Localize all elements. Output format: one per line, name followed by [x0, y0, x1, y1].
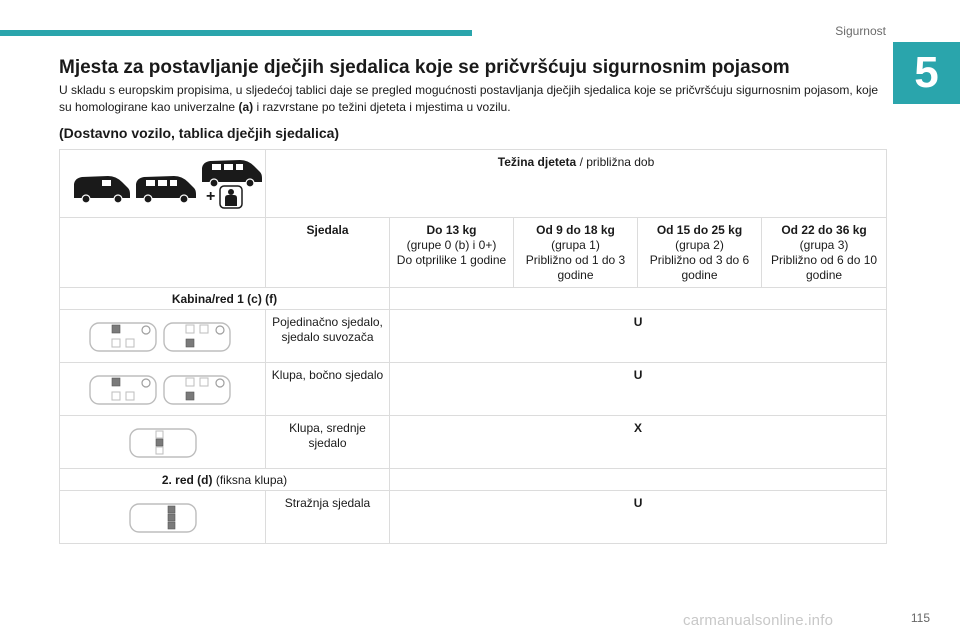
value-cell — [390, 363, 887, 416]
seat-value: U — [633, 368, 643, 382]
weight-header-cell — [266, 150, 887, 218]
van-icon — [136, 176, 196, 203]
group-line2: Približno od 1 do 3 godine — [525, 253, 626, 282]
seat-value: U — [633, 315, 643, 329]
seat-icon-cell — [60, 310, 266, 363]
group-label: Do 13 kg — [426, 223, 477, 237]
vehicle-icons — [64, 158, 264, 213]
seats-label: Sjedala — [306, 223, 349, 237]
table-header-row — [60, 150, 887, 218]
table-row — [60, 310, 887, 363]
seat-value: U — [633, 496, 643, 510]
svg-text:+: + — [206, 188, 216, 205]
group-cell — [390, 218, 514, 288]
group-cell — [638, 218, 762, 288]
header-accent-bar — [0, 30, 472, 36]
seat-name: Klupa, srednje sjedalo — [289, 421, 366, 450]
table-row — [60, 363, 887, 416]
seat-name: Pojedinačno sjedalo, sjedalo suvozača — [272, 315, 383, 344]
intro-text-1: U skladu s europskim propisima, u sljedećoj tablici daje se pregled mogućnosti postavljanja dječjih sjedalica koje se pričvršćuju sigurnosnim pojasom, koje su homologirane kao univerzalne — [59, 83, 879, 114]
intro-paragraph — [59, 82, 889, 116]
value-cell — [390, 491, 887, 544]
intro-text-2: i razvrstane po težini djeteta i mjestima u vozilu. — [253, 100, 511, 114]
group-line1: (grupe 0 (b) i 0+) — [406, 238, 497, 252]
table-row — [60, 416, 887, 469]
group-line2: Do otprilike 1 godine — [396, 253, 507, 267]
seat-icon-cell — [60, 363, 266, 416]
van-icon — [74, 176, 130, 203]
chapter-number-tab: 5 — [893, 42, 960, 104]
group-line1: (grupa 1) — [551, 238, 600, 252]
section-label-rest: (fiksna klupa) — [212, 473, 288, 487]
section-label: 2. red (d) — [161, 473, 213, 487]
seat-icon-cell — [60, 416, 266, 469]
seat-name: Klupa, bočno sjedalo — [271, 368, 384, 382]
section-row — [60, 288, 887, 310]
section-label: Kabina/red 1 (c) (f) — [171, 292, 278, 306]
group-line2: Približno od 3 do 6 godine — [649, 253, 750, 282]
seat-value: X — [634, 421, 643, 435]
van-icon — [202, 160, 262, 187]
seat-layout-icon — [128, 423, 198, 461]
seat-layout-icon — [88, 317, 238, 355]
seat-name-cell — [266, 491, 390, 544]
group-line2: Približno od 6 do 10 godine — [770, 253, 878, 282]
weight-label: Težina djeteta — [497, 155, 577, 169]
seat-name: Stražnja sjedala — [284, 496, 371, 510]
group-label: Od 9 do 18 kg — [536, 223, 615, 237]
group-cell — [762, 218, 887, 288]
seat-layout-icon — [88, 370, 238, 408]
group-label: Od 22 do 36 kg — [781, 223, 867, 237]
section-label-cell — [60, 469, 390, 491]
watermark: carmanualsonline.info — [683, 612, 834, 629]
page-title: Mjesta za postavljanje dječjih sjedalica koje se pričvršćuju sigurnosnim pojasom — [59, 57, 790, 78]
intro-ref: (a) — [238, 100, 254, 114]
section-label-cell — [60, 288, 390, 310]
seat-name-cell — [266, 416, 390, 469]
group-cell — [514, 218, 638, 288]
section-name: Sigurnost — [835, 24, 886, 38]
empty-cell — [390, 469, 887, 491]
seat-layout-icon — [128, 498, 198, 536]
value-cell — [390, 416, 887, 469]
group-label: Od 15 do 25 kg — [656, 223, 743, 237]
group-line1: (grupa 3) — [799, 238, 849, 252]
seat-name-cell — [266, 310, 390, 363]
empty-cell — [60, 218, 266, 288]
table-subtitle: (Dostavno vozilo, tablica dječjih sjedalica) — [59, 125, 340, 141]
child-seat-table — [59, 149, 887, 544]
child-seat-icon — [206, 186, 242, 208]
seat-name-cell — [266, 363, 390, 416]
weight-suffix: / približna dob — [576, 155, 655, 169]
table-row — [60, 491, 887, 544]
value-cell — [390, 310, 887, 363]
empty-cell — [390, 288, 887, 310]
groups-row — [60, 218, 887, 288]
section-row — [60, 469, 887, 491]
seats-label-cell — [266, 218, 390, 288]
page-number: 115 — [910, 611, 930, 625]
vehicle-icons-cell — [60, 150, 266, 218]
group-line1: (grupa 2) — [675, 238, 724, 252]
seat-icon-cell — [60, 491, 266, 544]
